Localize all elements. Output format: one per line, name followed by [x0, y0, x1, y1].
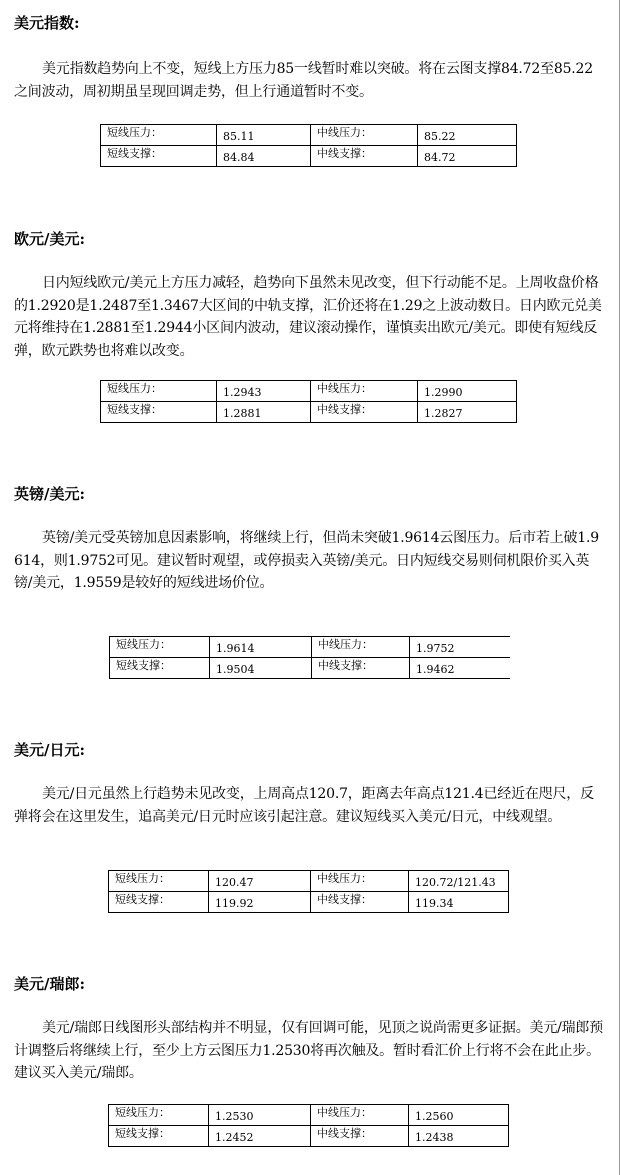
table-row	[110, 658, 511, 679]
section-title: 美元指数:	[14, 14, 80, 32]
mid-resistance-label: 中线压力：	[311, 381, 418, 402]
section-body: 美元/瑞郎日线图形头部结构并不明显，仅有回调可能，见顶之说尚需更多证据。美元/瑞郎预计调整后将继续上行，至少上方云图压力1.2530将再次触及。暂时看汇价上行将不会在此止步。建议买入美元/瑞郎。	[14, 1020, 604, 1081]
short-support-label: 短线支撑：	[101, 402, 217, 423]
table-row	[101, 146, 517, 167]
mid-resistance-value: 1.9752	[410, 637, 511, 658]
mid-resistance-value: 1.2560	[409, 1105, 509, 1126]
mid-support-label: 中线支撑：	[311, 402, 418, 423]
short-support-label: 短线支撑：	[101, 146, 217, 167]
short-resistance-label: 短线压力：	[101, 381, 217, 402]
mid-resistance-label: 中线压力：	[312, 637, 410, 658]
section-body: 英镑/美元受英镑加息因素影响，将继续上行，但尚未突破1.9614云图压力。后市若上破1.9614，则1.9752可见。建议暂时观望，或停损卖入英镑/美元。日内短线交易则伺机限价买入英镑/美元，1.9559是较好的短线进场价位。	[14, 530, 599, 591]
table-row	[109, 871, 509, 892]
levels-table	[109, 636, 510, 679]
mid-support-value: 84.72	[418, 146, 517, 167]
mid-support-value: 1.2438	[409, 1126, 509, 1147]
table-row	[101, 402, 517, 423]
levels-table	[108, 1104, 509, 1147]
mid-resistance-label: 中线压力：	[311, 1105, 409, 1126]
table-row	[109, 1105, 509, 1126]
short-support-value: 1.9504	[210, 658, 312, 679]
section-body: 美元指数趋势向上不变，短线上方压力85一线暂时难以突破。将在云图支撑84.72至85.22之间波动，周初期虽呈现回调走势，但上行通道暂时不变。	[14, 61, 593, 100]
section-body: 日内短线欧元/美元上方压力减轻，趋势向下虽然未见改变，但下行动能不足。上周收盘价格的1.2920是1.2487至1.3467大区间的中轨支撑，汇价还将在1.29之上波动数日。日内欧元兑美元将维持在1.2881至1.2944小区间内波动，建议滚动操作，谨慎卖出欧元/美元。即使有短线反弹，欧元跌势也将难以改变。	[14, 275, 602, 359]
mid-support-value: 1.2827	[418, 402, 517, 423]
mid-resistance-value: 85.22	[418, 125, 517, 146]
short-support-value: 1.2452	[209, 1126, 311, 1147]
short-resistance-label: 短线压力：	[110, 637, 210, 658]
levels-table	[100, 380, 517, 423]
mid-support-value: 119.34	[409, 892, 509, 913]
mid-resistance-value: 120.72/121.43	[409, 871, 509, 892]
short-support-label: 短线支撑：	[109, 1126, 209, 1147]
section-title: 美元/日元:	[14, 741, 86, 759]
table-row	[101, 125, 517, 146]
levels-table	[100, 124, 517, 167]
mid-resistance-label: 中线压力：	[311, 125, 418, 146]
short-support-label: 短线支撑：	[109, 892, 209, 913]
mid-support-label: 中线支撑：	[311, 146, 418, 167]
short-resistance-value: 1.2530	[209, 1105, 311, 1126]
levels-table	[108, 870, 509, 913]
short-support-value: 1.2881	[217, 402, 311, 423]
section-body: 美元/日元虽然上行趋势未见改变，上周高点120.7，距离去年高点121.4已经近在咫尺，反弹将会在这里发生，追高美元/日元时应该引起注意。建议短线买入美元/日元，中线观望。	[14, 786, 594, 825]
section-title: 美元/瑞郎:	[14, 975, 86, 993]
table-row	[109, 892, 509, 913]
section-title: 英镑/美元:	[14, 485, 86, 503]
mid-support-label: 中线支撑：	[312, 658, 410, 679]
table-row	[101, 381, 517, 402]
mid-support-value: 1.9462	[410, 658, 511, 679]
mid-resistance-value: 1.2990	[418, 381, 517, 402]
mid-resistance-label: 中线压力：	[311, 871, 409, 892]
short-resistance-value: 85.11	[217, 125, 311, 146]
short-resistance-label: 短线压力：	[109, 1105, 209, 1126]
short-resistance-value: 120.47	[209, 871, 311, 892]
short-support-value: 84.84	[217, 146, 311, 167]
short-resistance-label: 短线压力：	[109, 871, 209, 892]
section-title: 欧元/美元:	[14, 230, 86, 248]
mid-support-label: 中线支撑：	[311, 892, 409, 913]
table-row	[109, 1126, 509, 1147]
table-row	[110, 637, 511, 658]
short-support-label: 短线支撑：	[110, 658, 210, 679]
short-resistance-value: 1.2943	[217, 381, 311, 402]
short-resistance-value: 1.9614	[210, 637, 312, 658]
mid-support-label: 中线支撑：	[311, 1126, 409, 1147]
short-support-value: 119.92	[209, 892, 311, 913]
short-resistance-label: 短线压力：	[101, 125, 217, 146]
